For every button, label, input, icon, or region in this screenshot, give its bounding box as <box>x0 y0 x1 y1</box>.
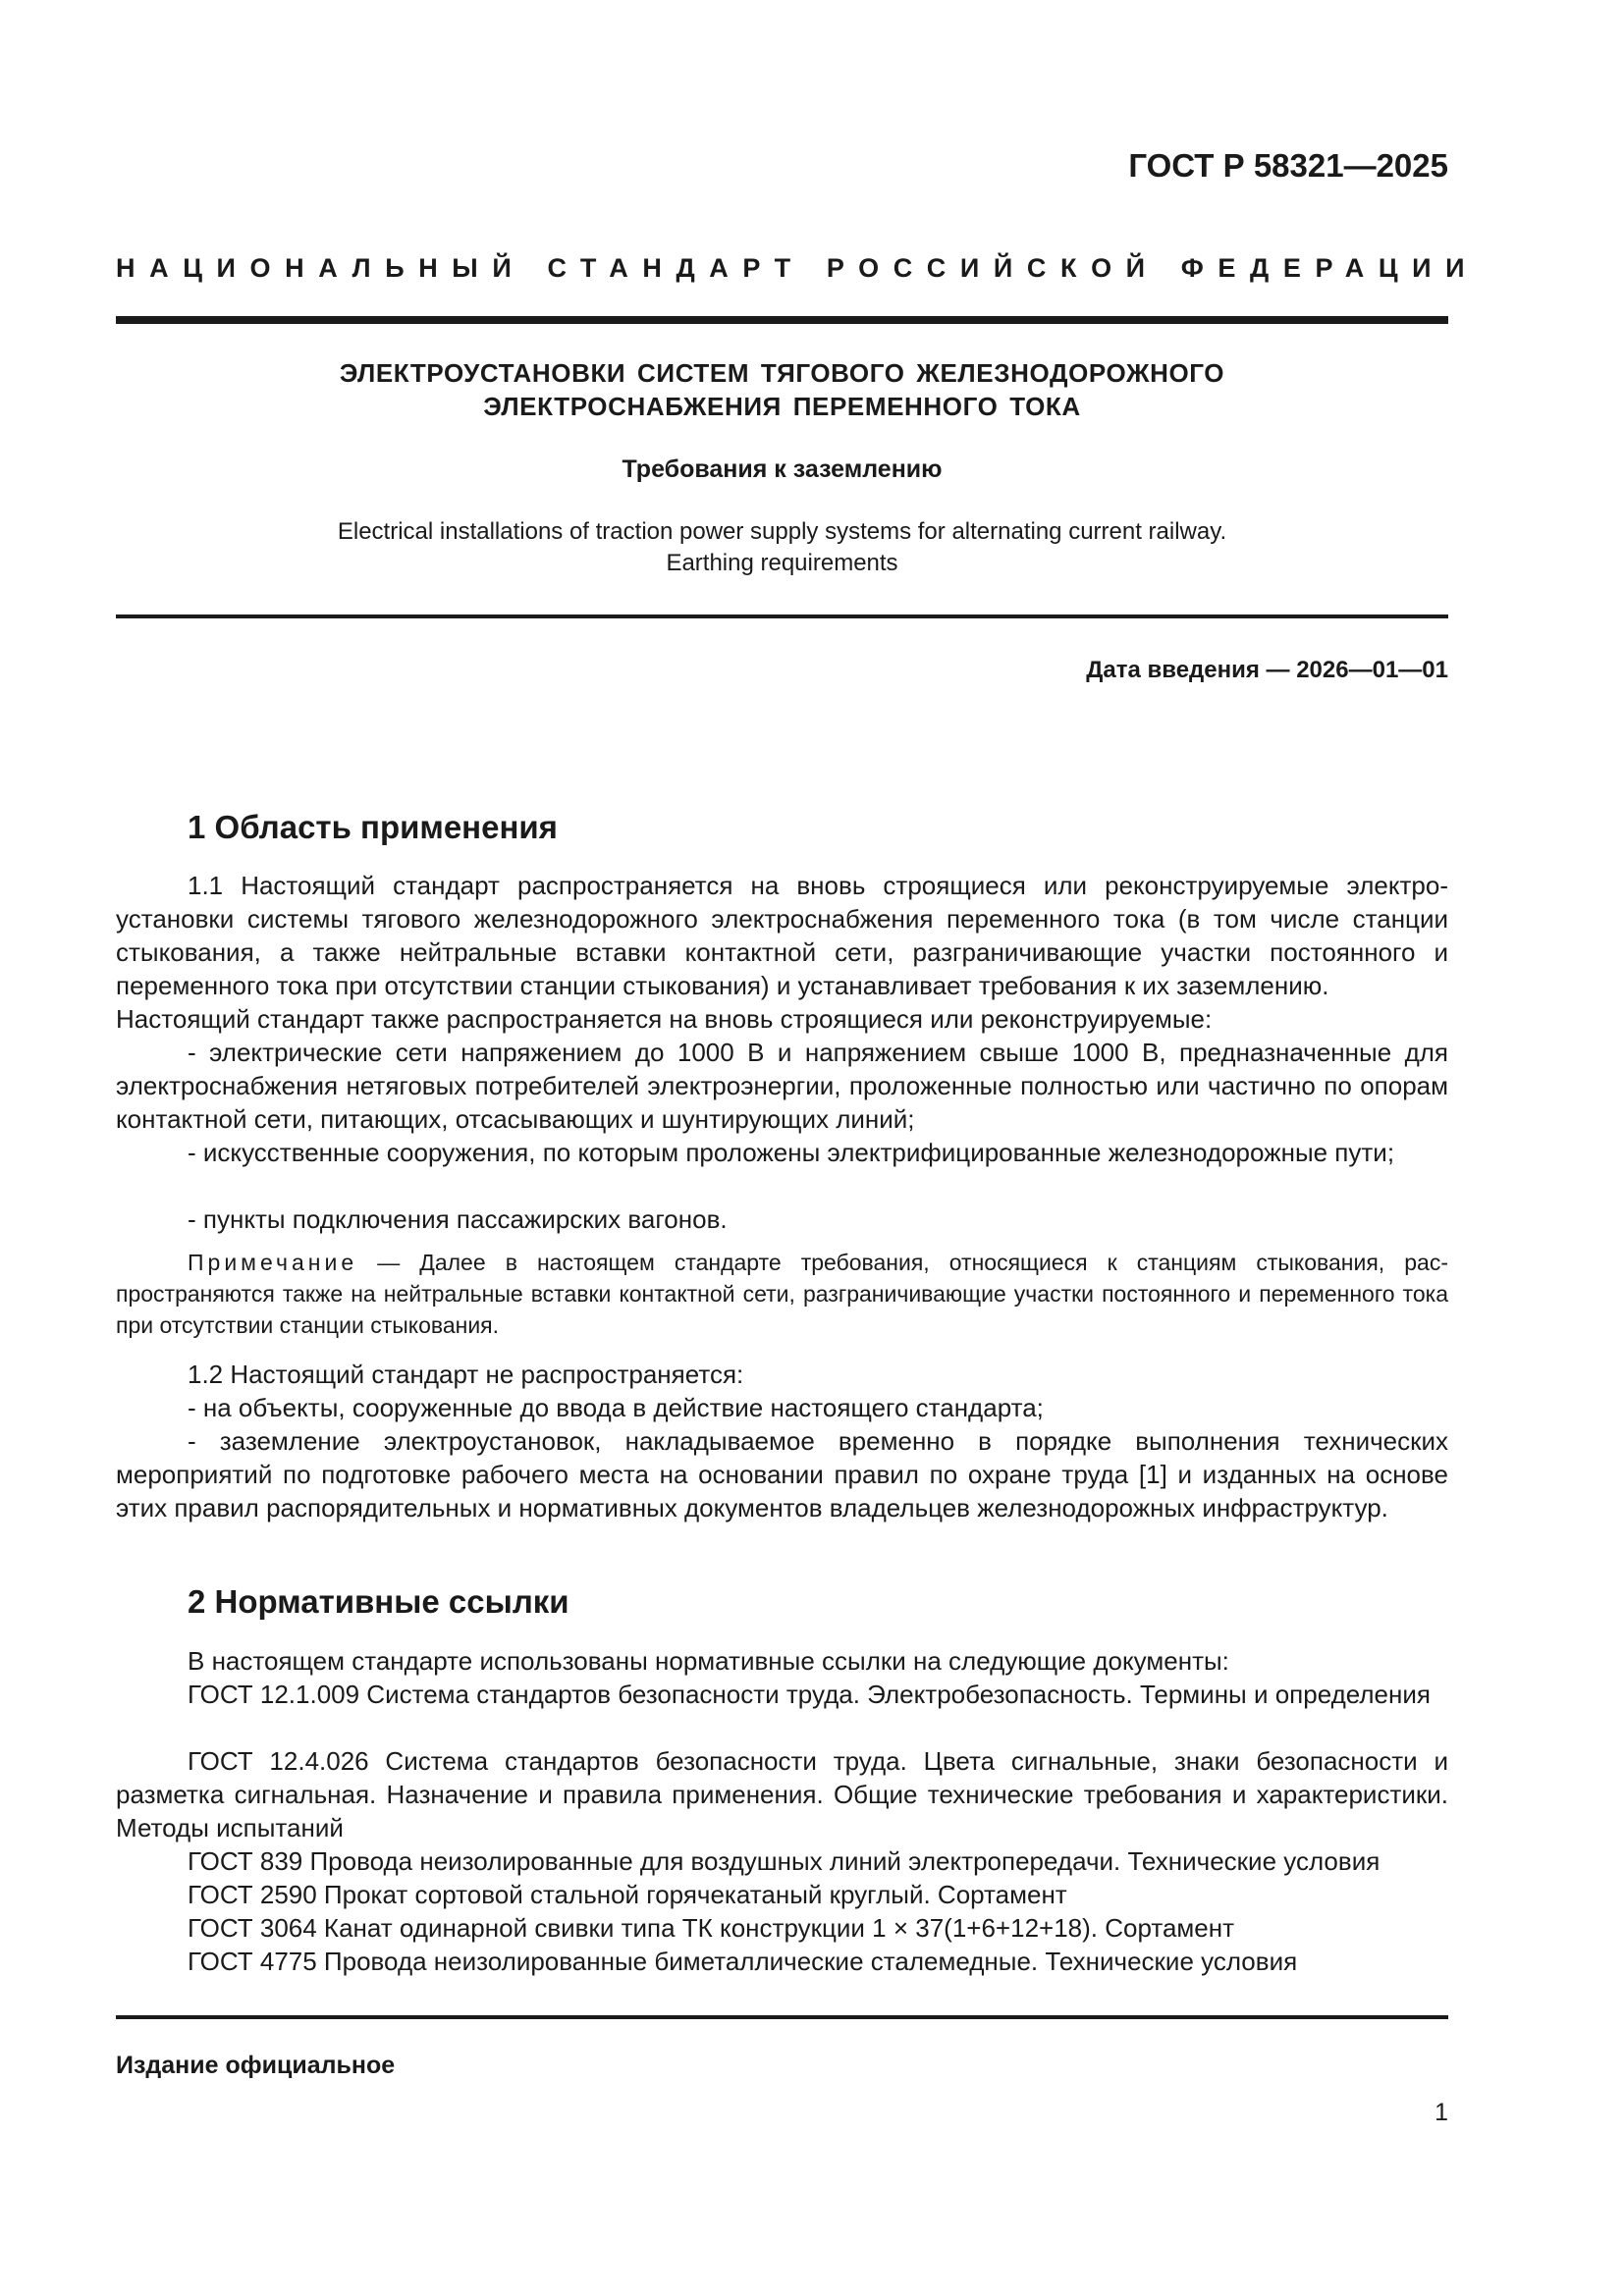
list-item-networks: - электрические сети напряжением до 1000 В и напряжением свыше 1000 В, предназначенные для электроснабжения нетяговых потребителей электроэнергии, проложенные полностью или частично по опорам контактной сети, питающих, отсасывающих и шунтирующих линий; <box>116 1038 1448 1134</box>
document-title <box>116 356 1448 423</box>
effective-date: Дата введения — 2026—01—01 <box>1086 657 1448 683</box>
reference-item: ГОСТ 839 Провода неизолированные для воздушных линий электропередачи. Технические условия <box>188 1846 1380 1876</box>
paragraph-1-2: 1.2 Настоящий стандарт не распространяется: <box>188 1360 744 1389</box>
english-title-line-2: Earthing requirements <box>666 550 898 576</box>
list-item-structures: - искусственные сооружения, по которым проложены электрифицированные железнодорожные пути; <box>188 1138 1395 1167</box>
title-divider <box>116 614 1448 618</box>
title-line-2: ЭЛЕКТРОСНАБЖЕНИЯ ПЕРЕМЕННОГО ТОКА <box>483 392 1081 421</box>
paragraph-scope-also: Настоящий стандарт также распространяется на вновь строящиеся или реконструируемые: <box>116 1004 1213 1034</box>
paragraph-1-1: 1.1 Настоящий стандарт распространяется на вновь строящиеся или реконструируемые электроустановки системы тягового железнодорожного электроснабжения переменного тока (в том числе станции стыкования, а также нейтральные вставки контактной сети, разграничивающие участки постоянного и переменного тока при отсутствии станции стыкования) и устанавливает требования к их заземлению. <box>116 871 1448 1000</box>
section-1-heading: 1 Область применения <box>188 809 558 845</box>
header-divider <box>116 316 1448 324</box>
page-number: 1 <box>1435 2099 1448 2126</box>
footer-divider <box>116 2015 1448 2019</box>
section-2-heading: 2 Нормативные ссылки <box>188 1583 569 1620</box>
title-line-1: ЭЛЕКТРОУСТАНОВКИ СИСТЕМ ТЯГОВОГО ЖЕЛЕЗНОДОРОЖНОГО <box>339 358 1225 388</box>
standard-code: ГОСТ Р 58321—2025 <box>1128 147 1448 184</box>
document-page <box>116 0 1480 2296</box>
document-subtitle: Требования к заземлению <box>622 455 943 483</box>
note-text: — Далее в настоящем стандарте требования, относящиеся к станциям стыкования, распространяются также на нейтральные вставки контактной сети, разграничивающие участки постоянного и переменного тока при отсутствии станции стыкования. <box>116 1250 1448 1338</box>
official-edition-label: Издание официальное <box>116 2052 396 2079</box>
reference-item: ГОСТ 2590 Прокат сортовой стальной горячекатаный круглый. Сортамент <box>188 1880 1067 1909</box>
list-item-connection-points: - пункты подключения пассажирских вагонов. <box>188 1204 728 1234</box>
list-item-existing-objects: - на объекты, сооруженные до ввода в действие настоящего стандарта; <box>188 1393 1044 1422</box>
reference-item: ГОСТ 3064 Канат одинарной свивки типа ТК конструкции 1 × 37(1+6+12+18). Сортамент <box>188 1913 1235 1943</box>
english-title <box>116 516 1448 579</box>
reference-item: ГОСТ 12.4.026 Система стандартов безопасности труда. Цвета сигнальные, знаки безопасности и разметка сигнальная. Назначение и правила применения. Общие технические требования и характеристики. Методы испытаний <box>116 1746 1448 1842</box>
note <box>116 1247 1448 1341</box>
note-label: Примечание <box>188 1250 358 1275</box>
english-title-line-1: Electrical installations of traction power supply systems for alternating current railway. <box>337 518 1227 545</box>
references-intro: В настоящем стандарте использованы нормативные ссылки на следующие документы: <box>188 1646 1229 1676</box>
national-standard-banner: НАЦИОНАЛЬНЫЙ СТАНДАРТ РОССИЙСКОЙ ФЕДЕРАЦИИ <box>116 253 1480 283</box>
list-item-temporary-earthing: - заземление электроустановок, накладываемое временно в порядке выполнения технических мероприятий по подготовке рабочего места на основании правил по охране труда [1] и изданных на основе этих правил распорядительных и нормативных документов владельцев железнодорожных инфраструктур. <box>116 1426 1448 1522</box>
reference-item: ГОСТ 4775 Провода неизолированные биметаллические сталемедные. Технические условия <box>188 1947 1298 1976</box>
reference-item: ГОСТ 12.1.009 Система стандартов безопасности труда. Электробезопасность. Термины и определения <box>188 1680 1431 1709</box>
